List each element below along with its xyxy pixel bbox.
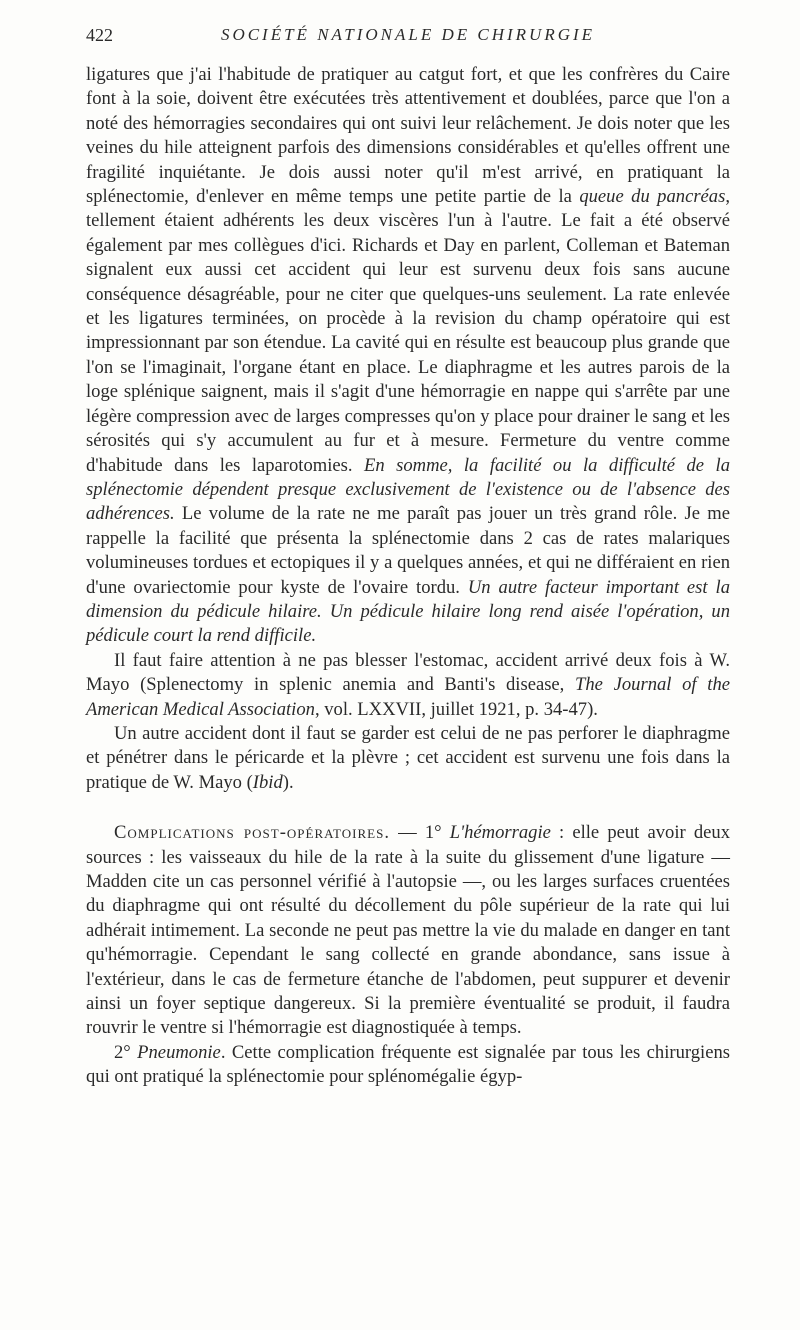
paragraph-2: [86, 649, 730, 722]
italic-run: Ibid: [252, 771, 283, 793]
page-number: 422: [86, 25, 113, 45]
text-run: , tellement étaient adhérents les deux viscères l'un à l'autre. Le fait a été observé également par mes collègues d'ici. Richards et Day en parlent, Colleman et Bateman signalent eux aussi cet accident qui leur est survenu deux fois sans aucune conséquence désagréable, pour ne citer que quelques-uns seulement. La rate enlevée et les ligatures terminées, on procède à la revision du champ opératoire qui est impressionnant par son étendue. La cavité qui en résulte est beaucoup plus grande que l'on se l'imaginait, l'organe étant en place. Le diaphragme et les autres parois de la loge splénique saignent, mais il s'agit d'une hémorragie en nappe qui s'arrête par une légère compression avec de larges compresses qu'on y place pour drainer le sang et les sérosités qui s'y accumulent au fur et à mesure. Fermeture du ventre comme d'habitude dans les laparotomies.: [86, 186, 730, 476]
text-run: . Cette complication fréquente est signalée par tous les chirurgiens qui ont pratiqué la splénectomie pour splénomégalie égyp-: [86, 1041, 730, 1088]
body-text: [86, 63, 730, 1090]
text-run: — 1°: [389, 822, 450, 844]
text-run: 2°: [114, 1041, 138, 1063]
text-run: Il faut faire attention à ne pas blesser l'estomac, accident arrivé deux fois à W. Mayo (Splenectomy in splenic anemia and Banti's disease,: [86, 649, 730, 696]
italic-run: L'hémorragie: [449, 822, 551, 844]
text-run: Le volume de la rate ne me paraît pas jouer un très grand rôle. Je me rappelle la facilité que présenta la splénectomie dans 2 cas de rates malariques volumineuses tordues et ectopiques il y a quelques années, et qui ne différaient en rien d'une ovariectomie pour kyste de l'ovaire tordu.: [86, 503, 730, 598]
text-run: Un autre accident dont il faut se garder est celui de ne pas perforer le diaphragme et pénétrer dans le péricarde et la plèvre ; cet accident est survenu une fois dans la pratique de W. Mayo (: [86, 722, 730, 793]
paragraph-1: [86, 63, 730, 649]
paragraph-5: [86, 1041, 730, 1090]
italic-run: En somme, la facilité ou la difficulté de la splénectomie dépendent presque exclusivement de l'existence ou de l'absence des adhérences.: [86, 454, 730, 525]
section-gap: [86, 795, 730, 821]
italic-run: Pneumonie: [137, 1041, 221, 1063]
italic-run: queue du pancréas: [579, 186, 726, 208]
section-heading: Complications post-opératoires.: [114, 822, 390, 844]
paragraph-3: [86, 722, 730, 795]
italic-run: The Journal of the American Medical Association: [86, 674, 731, 720]
text-run: ligatures que j'ai l'habitude de pratiquer au catgut fort, et que les confrères du Caire font à la soie, doivent être exécutées très attentivement et doublées, parce que l'on a noté des hémorragies secondaires qui ont suivi leur relâchement. Je dois noter que les veines du hile atteignent parfois des dimensions considérables et qu'elles offrent une fragilité inquiétante. Je dois aussi noter qu'il m'est arrivé, en pratiquant la splénectomie, d'enlever en même temps une petite partie de la: [86, 64, 730, 208]
text-run: , vol. LXXVII, juillet 1921, p. 34-47).: [314, 698, 598, 720]
text-run: : elle peut avoir deux sources : les vaisseaux du hile de la rate à la suite du glissement d'une ligature — Madden cite un cas personnel vérifié à l'autopsie —, ou les larges surfaces cruentées du diaphragme qui ont résulté du décollement du pôle supérieur de la rate qui lui adhérait intimement. La seconde ne peut pas mettre la vie du malade en danger en tant qu'hémorragie. Cependant le sang collecté en grande abondance, sans issue à l'extérieur, dans le cas de fermeture étanche de l'abdomen, peut suppurer et devenir ainsi un foyer septique dangereux. Si la première éventualité se produit, il faudra rouvrir le ventre si l'hémorragie est diagnostiquée à temps.: [86, 822, 730, 1039]
running-title: SOCIÉTÉ NATIONALE DE CHIRURGIE: [220, 25, 596, 44]
text-run: ).: [282, 771, 294, 793]
italic-run: Un autre facteur important est la dimension du pédicule hilaire. Un pédicule hilaire long rend aisée l'opération, un pédicule court la rend difficile.: [86, 576, 730, 647]
page-header: [86, 20, 730, 50]
paragraph-4: [86, 821, 730, 1041]
